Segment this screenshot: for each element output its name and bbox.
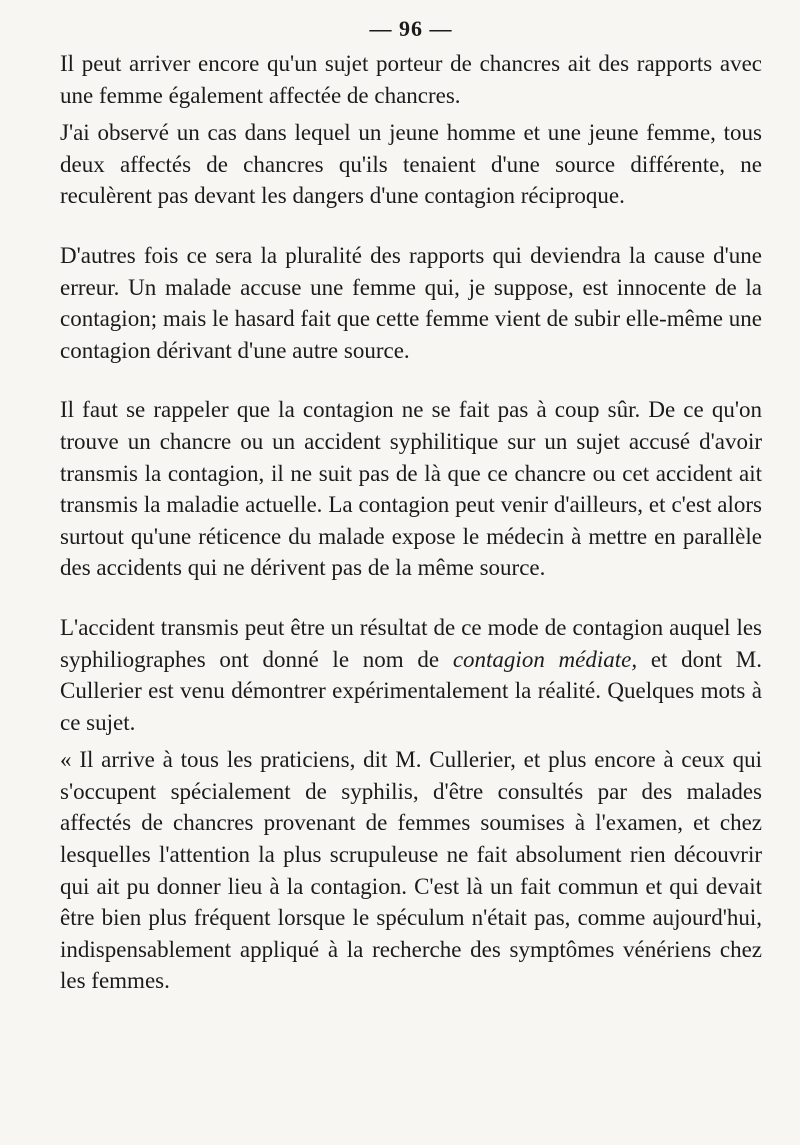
paragraph-1: Il peut arriver encore qu'un sujet porteur de chancres ait des rapports avec une femme également affectée de chancres. (60, 51, 762, 108)
paragraph-5-end: et dont M. Cullerier est venu démontrer expérimentalement la réalité. Quelques mots à ce sujet. (60, 646, 762, 735)
paragraph-spacer (52, 366, 762, 394)
paragraph-spacer (52, 212, 762, 240)
paragraph-6-quotation: « Il arrive à tous les praticiens, dit M. Cullerier, et plus encore à ceux qui s'occupent spécialement de syphilis, d'être consultés par des malades affectés de chancres provenant de femmes soumises à l'examen, et chez lesquelles l'attention la plus scrupuleuse ne fait absolument rien découvrir qui ait pu donner lieu à la contagion. C'est là un fait commun et qui devait être bien plus fréquent lorsque le spéculum n'était pas, comme aujourd'hui, indispensablement appliqué à la recherche des symptômes vénériens chez les femmes. (60, 747, 762, 994)
paragraph-3: D'autres fois ce sera la pluralité des rapports qui deviendra la cause d'une erreur. Un malade accuse une femme qui, je suppose, est innocente de la contagion; mais le hasard fait que cette femme vient de subir elle-même une contagion dérivant d'une autre source. (60, 242, 762, 363)
paragraph-4: Il faut se rappeler que la contagion ne se fait pas à coup sûr. De ce qu'on trouve un chancre ou un accident syphilitique sur un sujet accusé d'avoir transmis la contagion, il ne suit pas de là que ce chancre ou cet accident ait transmis la maladie actuelle. La contagion peut venir d'ailleurs, et c'est alors surtout qu'une réticence du malade expose le médecin à mettre en parallèle des accidents qui ne dérivent pas de la même source. (60, 397, 762, 581)
paragraph-5 (52, 612, 762, 738)
page-number: — 96 — (369, 16, 453, 41)
body-text (52, 48, 762, 997)
paragraph-2: J'ai observé un cas dans lequel un jeune homme et une jeune femme, tous deux affectés de chancres qu'ils tenaient d'une source différente, ne reculèrent pas devant les dangers d'une contagion réciproque. (60, 120, 762, 209)
paragraph-spacer (52, 584, 762, 612)
italic-term-contagion-mediate: contagion médiate, (452, 646, 638, 672)
paragraph-5-start: L'accident transmis peut être un résultat de ce mode de contagion auquel les syphiliographes ont donné le nom de (60, 614, 762, 672)
